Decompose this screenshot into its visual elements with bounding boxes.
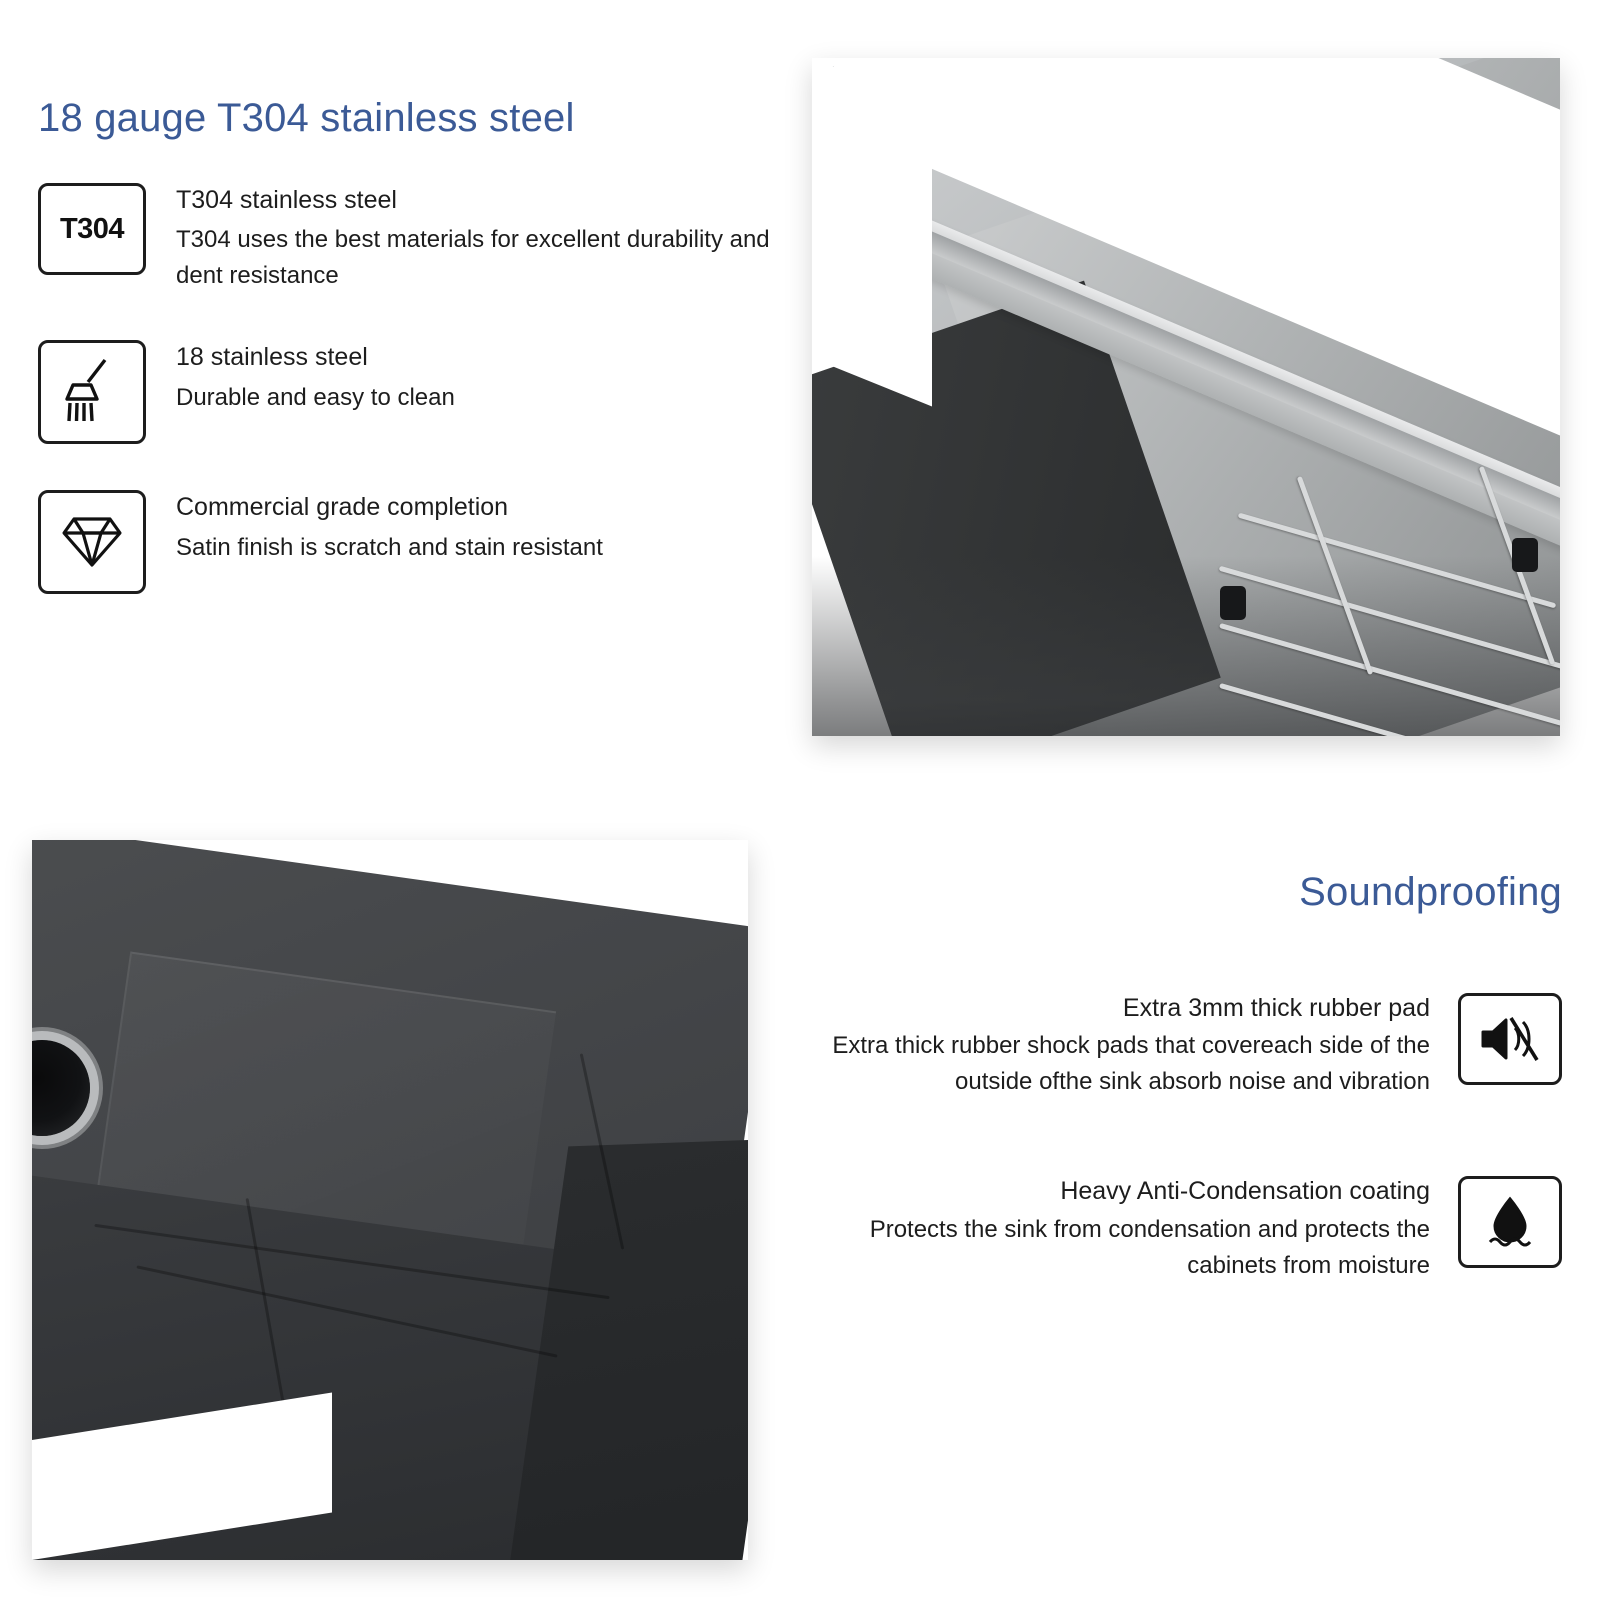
- steel-features-section: [38, 96, 778, 640]
- feature-description: Protects the sink from condensation and protects the cabinets from moisture: [869, 1215, 1430, 1279]
- brush-icon: [38, 340, 146, 444]
- mute-speaker-icon: [1458, 993, 1562, 1085]
- feature-row: [38, 183, 778, 294]
- rubber-pad-photo-card: [32, 840, 748, 1560]
- sink-basin-photo: [812, 58, 1560, 736]
- soundproofing-section: [832, 870, 1562, 1360]
- feature-row: [38, 490, 778, 594]
- feature-text: [832, 993, 1430, 1100]
- feature-title: T304 stainless steel: [176, 186, 397, 214]
- feature-description: Extra thick rubber shock pads that covereach side of the outside ofthe sink absorb noise and vibration: [832, 1032, 1430, 1096]
- feature-title: Heavy Anti-Condensation coating: [1060, 1177, 1430, 1206]
- sink-photo-card: [812, 58, 1560, 736]
- t304-badge-label: T304: [59, 212, 125, 245]
- feature-row: [38, 340, 778, 444]
- water-drop-coating-icon: [1458, 1176, 1562, 1268]
- feature-title: Extra 3mm thick rubber pad: [1122, 994, 1430, 1022]
- feature-text: [176, 340, 455, 415]
- feature-description: Satin finish is scratch and stain resistant: [176, 533, 603, 561]
- feature-text: [832, 1176, 1430, 1283]
- feature-title: 18 stainless steel: [176, 343, 368, 372]
- feature-description: T304 uses the best materials for excellent durability and dent resistance: [176, 226, 770, 290]
- feature-row: [832, 993, 1562, 1100]
- feature-title: Commercial grade completion: [176, 493, 509, 522]
- t304-badge-icon: [38, 183, 146, 275]
- section-title-steel: 18 gauge T304 stainless steel: [38, 96, 575, 140]
- feature-row: [832, 1176, 1562, 1283]
- feature-text: [176, 183, 778, 294]
- diamond-icon: [38, 490, 146, 594]
- feature-text: [176, 490, 603, 565]
- feature-description: Durable and easy to clean: [176, 383, 455, 411]
- section-title-soundproofing: Soundproofing: [1299, 870, 1562, 914]
